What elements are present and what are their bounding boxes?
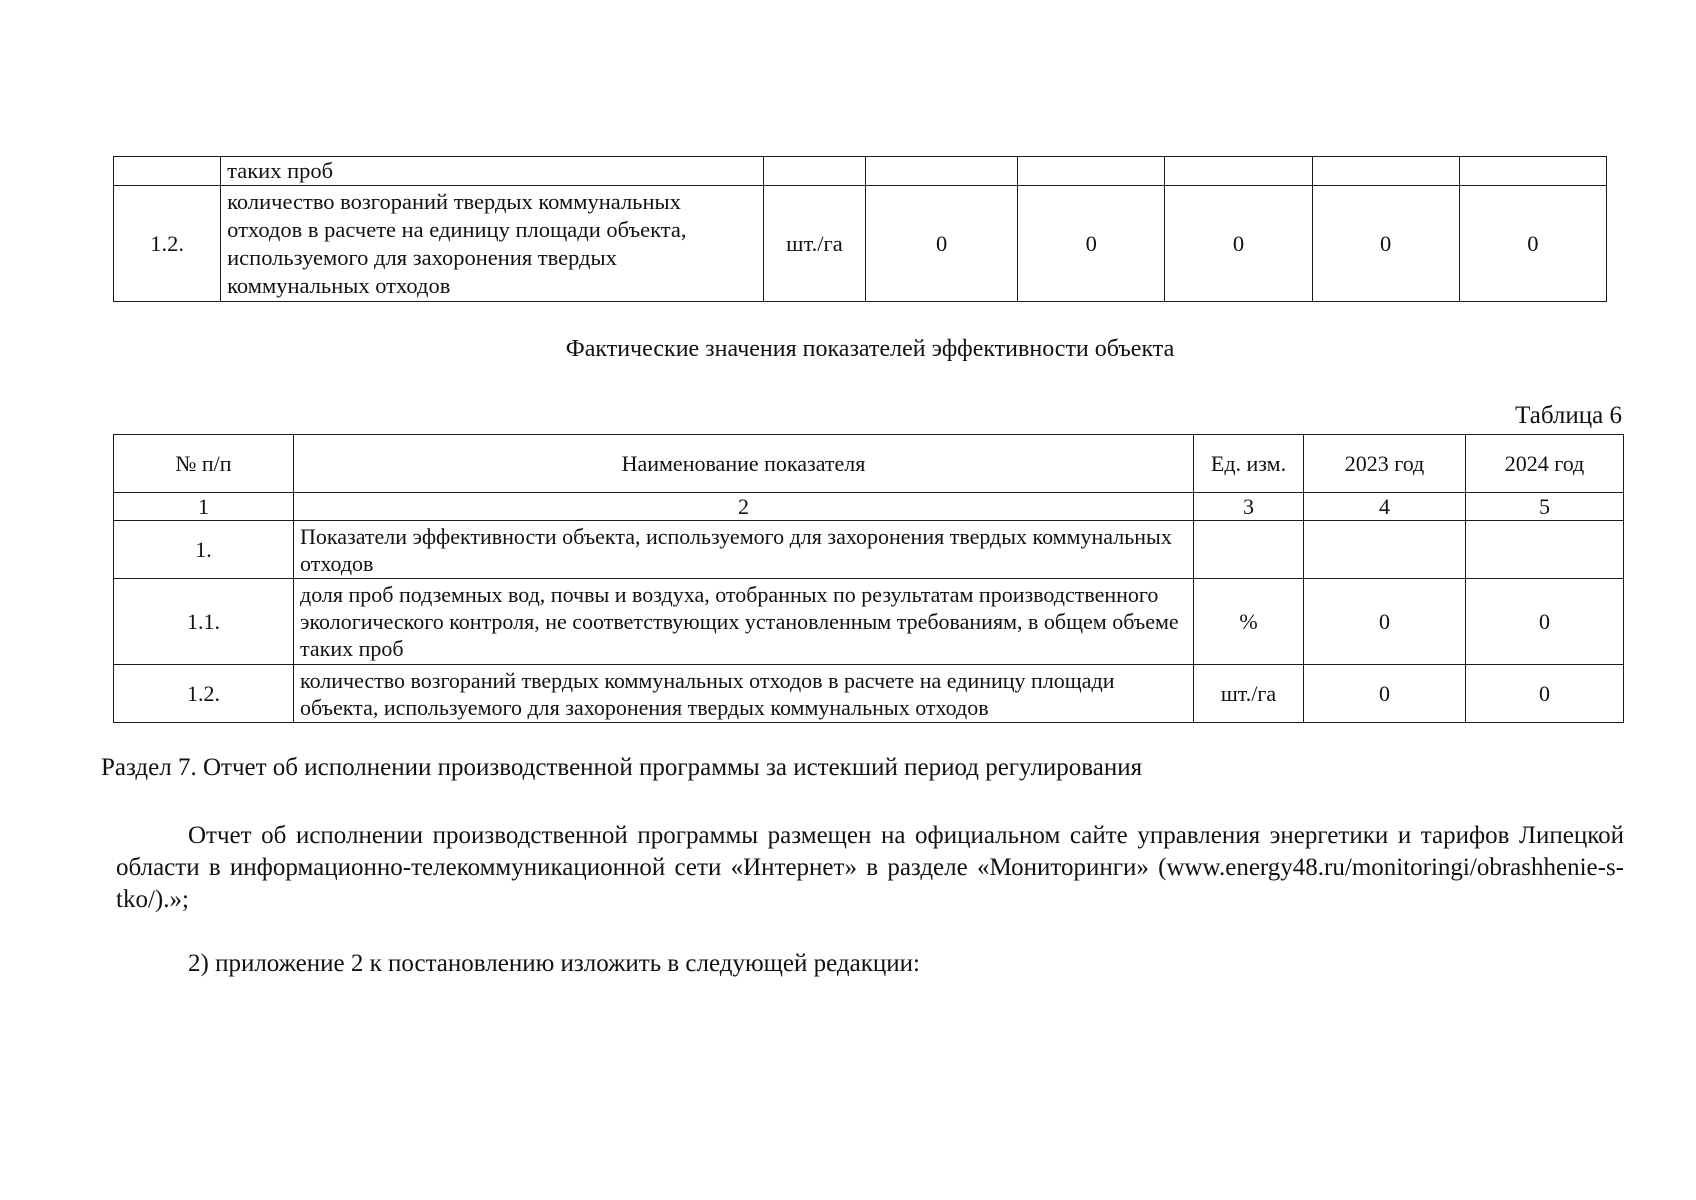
section-7-paragraph: Отчет об исполнении производственной программы размещен на официальном сайте управления энергетики и тарифов Липецкой области в информационно-телекоммуникационной сети «Интернет» в разделе «Мониторинги» (www.energy48.ru/monitoringi/obrashhenie-s-tko/).»;: [116, 822, 1624, 913]
cell-empty: [865, 157, 1017, 186]
cell-empty: [1018, 157, 1165, 186]
row-number: 1.2.: [114, 665, 294, 723]
row-value-2024: [1466, 521, 1624, 579]
table-row: [114, 579, 1624, 665]
row-number: 1.1.: [114, 579, 294, 665]
row-number: 1.: [114, 521, 294, 579]
table-row: [114, 157, 1607, 186]
section-7-title: Раздел 7. Отчет об исполнении производственной программы за истекший период регулирования: [101, 754, 1143, 781]
cell-empty: [763, 157, 865, 186]
cell-empty: [114, 157, 221, 186]
cell-empty: [1312, 157, 1459, 186]
row-name-continuation: таких проб: [221, 157, 764, 186]
table6: [113, 434, 1624, 723]
row-value-2023: 0: [1304, 579, 1466, 665]
col-number: 4: [1304, 493, 1466, 521]
row-value-2023: [1304, 521, 1466, 579]
table-row: [114, 521, 1624, 579]
row-value: 0: [1459, 186, 1606, 302]
row-name: доля проб подземных вод, почвы и воздуха, отобранных по результатам производственного экологического контроля, не соответствующих установленным требованиям, в общем объеме таких проб: [294, 579, 1194, 665]
col-number: 2: [294, 493, 1194, 521]
row-unit: шт./га: [1194, 665, 1304, 723]
row-name: количество возгораний твердых коммунальных отходов в расчете на единицу площади объекта, используемого для захоронения твердых коммунальных отходов: [294, 665, 1194, 723]
amendment-item: 2) приложение 2 к постановлению изложить в следующей редакции:: [188, 950, 920, 977]
row-name: Показатели эффективности объекта, используемого для захоронения твердых коммунальных отходов: [294, 521, 1194, 579]
table-row: [114, 665, 1624, 723]
header-2024: 2024 год: [1466, 435, 1624, 493]
row-value: 0: [1165, 186, 1312, 302]
row-unit: шт./га: [763, 186, 865, 302]
row-unit: [1194, 521, 1304, 579]
table-header-row: [114, 435, 1624, 493]
table6-label: Таблица 6: [1515, 402, 1622, 429]
col-number: 5: [1466, 493, 1624, 521]
table6-heading: Фактические значения показателей эффективности объекта: [565, 336, 1175, 362]
row-value-2023: 0: [1304, 665, 1466, 723]
continuation-table: [113, 156, 1607, 302]
header-unit: Ед. изм.: [1194, 435, 1304, 493]
table-row: [114, 186, 1607, 302]
row-value-2024: 0: [1466, 665, 1624, 723]
header-2023: 2023 год: [1304, 435, 1466, 493]
row-number: 1.2.: [114, 186, 221, 302]
cell-empty: [1165, 157, 1312, 186]
header-name: Наименование показателя: [294, 435, 1194, 493]
row-value: 0: [1018, 186, 1165, 302]
col-number: 1: [114, 493, 294, 521]
row-unit: %: [1194, 579, 1304, 665]
header-num: № п/п: [114, 435, 294, 493]
row-value: 0: [865, 186, 1017, 302]
row-value-2024: 0: [1466, 579, 1624, 665]
cell-empty: [1459, 157, 1606, 186]
column-number-row: [114, 493, 1624, 521]
col-number: 3: [1194, 493, 1304, 521]
row-value: 0: [1312, 186, 1459, 302]
row-name: количество возгораний твердых коммунальных отходов в расчете на единицу площади объекта, используемого для захоронения твердых коммунальных отходов: [221, 186, 764, 302]
